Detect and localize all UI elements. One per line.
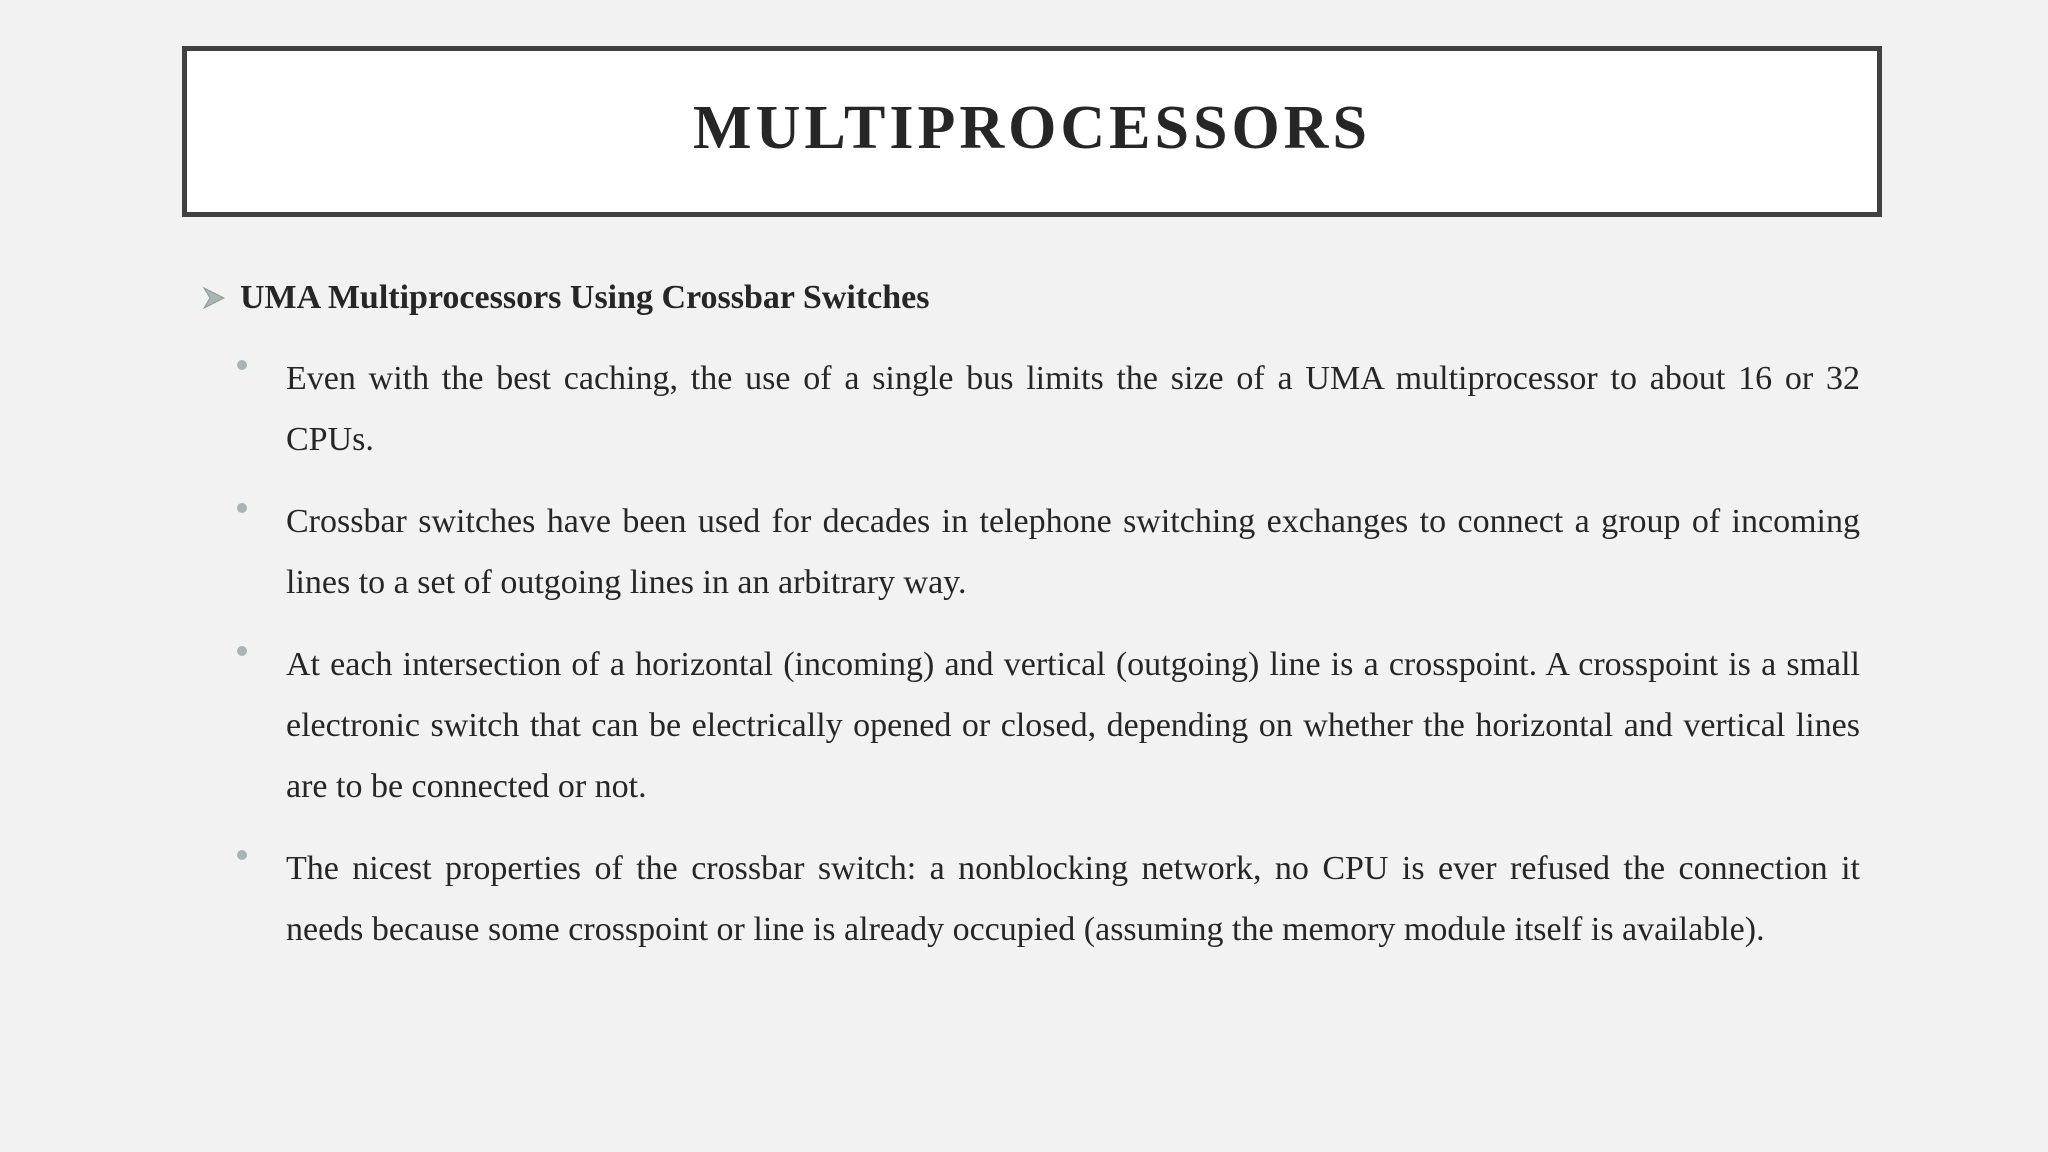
bullet-text: At each intersection of a horizontal (incoming) and vertical (outgoing) line is a crosspoint. A crosspoint is a small electronic switch that can be electrically opened or closed, depending on whether the horizontal and vertical lines are to be connected or not.	[286, 646, 1860, 805]
title-box	[182, 46, 1882, 217]
bullet-text: Even with the best caching, the use of a single bus limits the size of a UMA multiprocessor to about 16 or 32 CPUs.	[286, 360, 1860, 458]
bullet-item	[200, 348, 1860, 470]
arrow-bullet-icon	[200, 284, 228, 312]
bullet-text: Crossbar switches have been used for decades in telephone switching exchanges to connect a group of incoming lines to a set of outgoing lines in an arbitrary way.	[286, 503, 1860, 601]
bullet-item	[200, 634, 1860, 817]
slide-content	[200, 270, 1860, 981]
section-heading	[200, 270, 1860, 326]
bullet-text: The nicest properties of the crossbar switch: a nonblocking network, no CPU is ever refused the connection it needs because some crosspoint or line is already occupied (assuming the memory module itself is available).	[286, 850, 1860, 948]
bullet-dot-icon	[237, 850, 247, 860]
bullet-item	[200, 838, 1860, 960]
bullet-dot-icon	[237, 360, 247, 370]
bullet-dot-icon	[237, 503, 247, 513]
bullet-item	[200, 491, 1860, 613]
slide-title: MULTIPROCESSORS	[693, 94, 1371, 162]
section-heading-text: UMA Multiprocessors Using Crossbar Switches	[240, 279, 930, 316]
bullet-dot-icon	[237, 646, 247, 656]
bullet-list	[200, 348, 1860, 960]
